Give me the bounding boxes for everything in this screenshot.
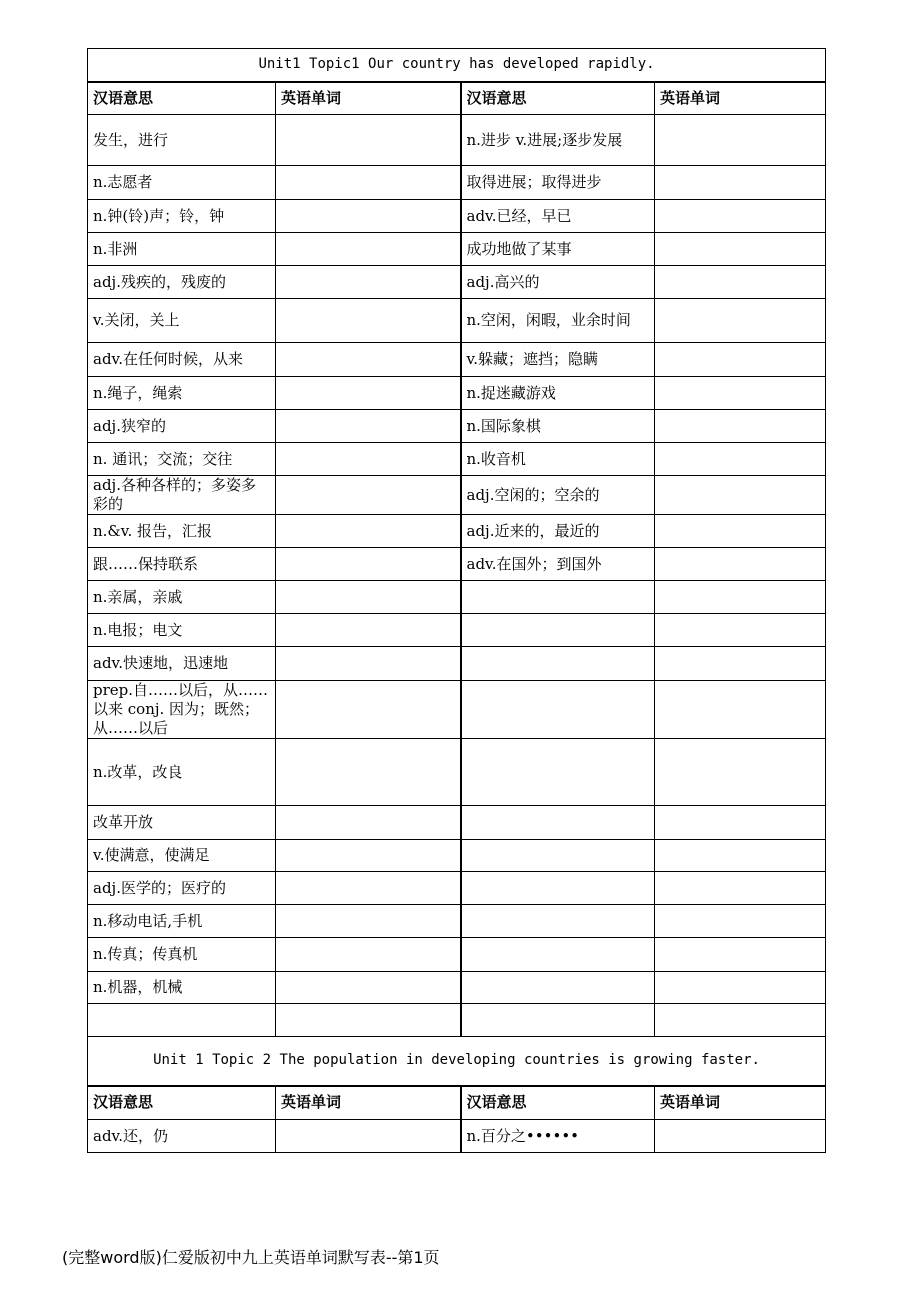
english-word-cell[interactable] bbox=[655, 806, 826, 840]
vocabulary-table-body bbox=[88, 49, 826, 1153]
english-word-cell[interactable] bbox=[655, 476, 826, 515]
chinese-meaning-cell: 跟……保持联系 bbox=[88, 548, 276, 581]
table-row bbox=[88, 166, 826, 200]
chinese-meaning-cell bbox=[461, 647, 655, 681]
chinese-meaning-cell bbox=[461, 614, 655, 647]
chinese-meaning-cell: n.钟(铃)声；铃，钟 bbox=[88, 200, 276, 233]
chinese-meaning-cell bbox=[461, 1004, 655, 1037]
chinese-meaning-cell bbox=[461, 739, 655, 806]
english-word-cell[interactable] bbox=[276, 410, 461, 443]
table-row bbox=[88, 581, 826, 614]
table-row bbox=[88, 739, 826, 806]
chinese-meaning-cell: adj.高兴的 bbox=[461, 266, 655, 299]
chinese-meaning-cell bbox=[461, 806, 655, 840]
table-row bbox=[88, 972, 826, 1004]
english-word-cell[interactable] bbox=[655, 410, 826, 443]
chinese-meaning-cell: n.亲属，亲戚 bbox=[88, 581, 276, 614]
english-word-cell[interactable] bbox=[655, 115, 826, 166]
english-word-cell[interactable] bbox=[276, 938, 461, 972]
chinese-meaning-cell: adj.近来的，最近的 bbox=[461, 515, 655, 548]
english-word-cell[interactable] bbox=[276, 548, 461, 581]
table-row bbox=[88, 410, 826, 443]
english-word-cell[interactable] bbox=[655, 581, 826, 614]
chinese-meaning-cell: adv.在任何时候，从来 bbox=[88, 343, 276, 377]
english-word-cell[interactable] bbox=[276, 806, 461, 840]
english-word-cell[interactable] bbox=[655, 166, 826, 200]
table-row bbox=[88, 647, 826, 681]
chinese-meaning-cell: adv.已经，早已 bbox=[461, 200, 655, 233]
chinese-meaning-cell: adj.狭窄的 bbox=[88, 410, 276, 443]
section-title-text: Unit 1 Topic 2 The population in developing countries is growing faster. bbox=[88, 1037, 826, 1086]
table-row bbox=[88, 548, 826, 581]
english-word-cell[interactable] bbox=[276, 681, 461, 739]
table-row bbox=[88, 377, 826, 410]
chinese-meaning-cell: n.机器，机械 bbox=[88, 972, 276, 1004]
english-word-cell[interactable] bbox=[655, 872, 826, 905]
column-header: 英语单词 bbox=[655, 82, 826, 115]
table-row bbox=[88, 905, 826, 938]
chinese-meaning-cell: v.使满意，使满足 bbox=[88, 840, 276, 872]
english-word-cell[interactable] bbox=[655, 647, 826, 681]
column-header: 汉语意思 bbox=[461, 1086, 655, 1120]
chinese-meaning-cell bbox=[461, 872, 655, 905]
chinese-meaning-cell: n.传真；传真机 bbox=[88, 938, 276, 972]
table-row bbox=[88, 476, 826, 515]
english-word-cell[interactable] bbox=[276, 1120, 461, 1153]
chinese-meaning-cell: n.国际象棋 bbox=[461, 410, 655, 443]
english-word-cell[interactable] bbox=[655, 739, 826, 806]
english-word-cell[interactable] bbox=[276, 299, 461, 343]
chinese-meaning-cell: n.绳子，绳索 bbox=[88, 377, 276, 410]
english-word-cell[interactable] bbox=[655, 905, 826, 938]
column-header: 英语单词 bbox=[276, 1086, 461, 1120]
section-title-text: Unit1 Topic1 Our country has developed rapidly. bbox=[88, 49, 826, 82]
english-word-cell[interactable] bbox=[276, 233, 461, 266]
english-word-cell[interactable] bbox=[276, 581, 461, 614]
header-row bbox=[88, 1086, 826, 1120]
chinese-meaning-cell: n.&v. 报告，汇报 bbox=[88, 515, 276, 548]
table-row bbox=[88, 343, 826, 377]
chinese-meaning-cell: 取得进展；取得进步 bbox=[461, 166, 655, 200]
english-word-cell[interactable] bbox=[276, 166, 461, 200]
chinese-meaning-cell bbox=[461, 938, 655, 972]
english-word-cell[interactable] bbox=[655, 200, 826, 233]
english-word-cell[interactable] bbox=[276, 200, 461, 233]
chinese-meaning-cell: n. 通讯；交流；交往 bbox=[88, 443, 276, 476]
english-word-cell[interactable] bbox=[276, 872, 461, 905]
english-word-cell[interactable] bbox=[276, 972, 461, 1004]
section-title bbox=[88, 49, 826, 82]
english-word-cell[interactable] bbox=[276, 840, 461, 872]
chinese-meaning-cell bbox=[461, 581, 655, 614]
table-row bbox=[88, 614, 826, 647]
english-word-cell[interactable] bbox=[276, 343, 461, 377]
english-word-cell[interactable] bbox=[655, 266, 826, 299]
section-title bbox=[88, 1037, 826, 1086]
chinese-meaning-cell: v.躲藏；遮挡；隐瞒 bbox=[461, 343, 655, 377]
chinese-meaning-cell: n.电报；电文 bbox=[88, 614, 276, 647]
english-word-cell[interactable] bbox=[276, 115, 461, 166]
chinese-meaning-cell: adj.空闲的；空余的 bbox=[461, 476, 655, 515]
chinese-meaning-cell: prep.自……以后，从……以来 conj. 因为；既然；从……以后 bbox=[88, 681, 276, 739]
table-row bbox=[88, 1004, 826, 1037]
chinese-meaning-cell: n.非洲 bbox=[88, 233, 276, 266]
chinese-meaning-cell: n.志愿者 bbox=[88, 166, 276, 200]
english-word-cell[interactable] bbox=[655, 614, 826, 647]
table-row bbox=[88, 1120, 826, 1153]
english-word-cell[interactable] bbox=[276, 443, 461, 476]
chinese-meaning-cell: adv.在国外；到国外 bbox=[461, 548, 655, 581]
header-row bbox=[88, 82, 826, 115]
english-word-cell[interactable] bbox=[655, 377, 826, 410]
chinese-meaning-cell: adj.残疾的，残废的 bbox=[88, 266, 276, 299]
chinese-meaning-cell: n.进步 v.进展;逐步发展 bbox=[461, 115, 655, 166]
english-word-cell[interactable] bbox=[655, 233, 826, 266]
english-word-cell[interactable] bbox=[655, 443, 826, 476]
chinese-meaning-cell bbox=[461, 972, 655, 1004]
table-row bbox=[88, 266, 826, 299]
table-row bbox=[88, 233, 826, 266]
english-word-cell[interactable] bbox=[276, 905, 461, 938]
page-footer: (完整word版)仁爱版初中九上英语单词默写表--第1页 bbox=[62, 1248, 440, 1267]
english-word-cell[interactable] bbox=[655, 1004, 826, 1037]
table-row bbox=[88, 115, 826, 166]
english-word-cell[interactable] bbox=[276, 377, 461, 410]
vocabulary-table bbox=[87, 48, 826, 1153]
chinese-meaning-cell: n.移动电话,手机 bbox=[88, 905, 276, 938]
chinese-meaning-cell: adv.快速地，迅速地 bbox=[88, 647, 276, 681]
english-word-cell[interactable] bbox=[655, 548, 826, 581]
table-row bbox=[88, 200, 826, 233]
chinese-meaning-cell: adv.还，仍 bbox=[88, 1120, 276, 1153]
chinese-meaning-cell: n.空闲，闲暇，业余时间 bbox=[461, 299, 655, 343]
table-row bbox=[88, 806, 826, 840]
chinese-meaning-cell bbox=[461, 840, 655, 872]
english-word-cell[interactable] bbox=[276, 647, 461, 681]
table-row bbox=[88, 840, 826, 872]
chinese-meaning-cell bbox=[461, 905, 655, 938]
english-word-cell[interactable] bbox=[655, 972, 826, 1004]
chinese-meaning-cell: n.收音机 bbox=[461, 443, 655, 476]
english-word-cell[interactable] bbox=[655, 840, 826, 872]
column-header: 汉语意思 bbox=[461, 82, 655, 115]
table-row bbox=[88, 299, 826, 343]
table-row bbox=[88, 872, 826, 905]
table-row bbox=[88, 515, 826, 548]
table-row bbox=[88, 681, 826, 739]
chinese-meaning-cell: v.关闭，关上 bbox=[88, 299, 276, 343]
english-word-cell[interactable] bbox=[276, 614, 461, 647]
english-word-cell[interactable] bbox=[655, 938, 826, 972]
english-word-cell[interactable] bbox=[276, 739, 461, 806]
english-word-cell[interactable] bbox=[276, 266, 461, 299]
column-header: 汉语意思 bbox=[88, 1086, 276, 1120]
chinese-meaning-cell: n.百分之•••••• bbox=[461, 1120, 655, 1153]
english-word-cell[interactable] bbox=[655, 1120, 826, 1153]
column-header: 汉语意思 bbox=[88, 82, 276, 115]
english-word-cell[interactable] bbox=[655, 681, 826, 739]
english-word-cell[interactable] bbox=[655, 343, 826, 377]
chinese-meaning-cell: adj.医学的；医疗的 bbox=[88, 872, 276, 905]
chinese-meaning-cell: 改革开放 bbox=[88, 806, 276, 840]
chinese-meaning-cell: 发生，进行 bbox=[88, 115, 276, 166]
english-word-cell[interactable] bbox=[276, 476, 461, 515]
column-header: 英语单词 bbox=[655, 1086, 826, 1120]
table-row bbox=[88, 443, 826, 476]
english-word-cell[interactable] bbox=[276, 1004, 461, 1037]
table-row bbox=[88, 938, 826, 972]
english-word-cell[interactable] bbox=[655, 299, 826, 343]
chinese-meaning-cell bbox=[461, 681, 655, 739]
chinese-meaning-cell: n.改革，改良 bbox=[88, 739, 276, 806]
english-word-cell[interactable] bbox=[655, 515, 826, 548]
chinese-meaning-cell: adj.各种各样的；多姿多彩的 bbox=[88, 476, 276, 515]
chinese-meaning-cell: 成功地做了某事 bbox=[461, 233, 655, 266]
column-header: 英语单词 bbox=[276, 82, 461, 115]
chinese-meaning-cell: n.捉迷藏游戏 bbox=[461, 377, 655, 410]
chinese-meaning-cell bbox=[88, 1004, 276, 1037]
english-word-cell[interactable] bbox=[276, 515, 461, 548]
